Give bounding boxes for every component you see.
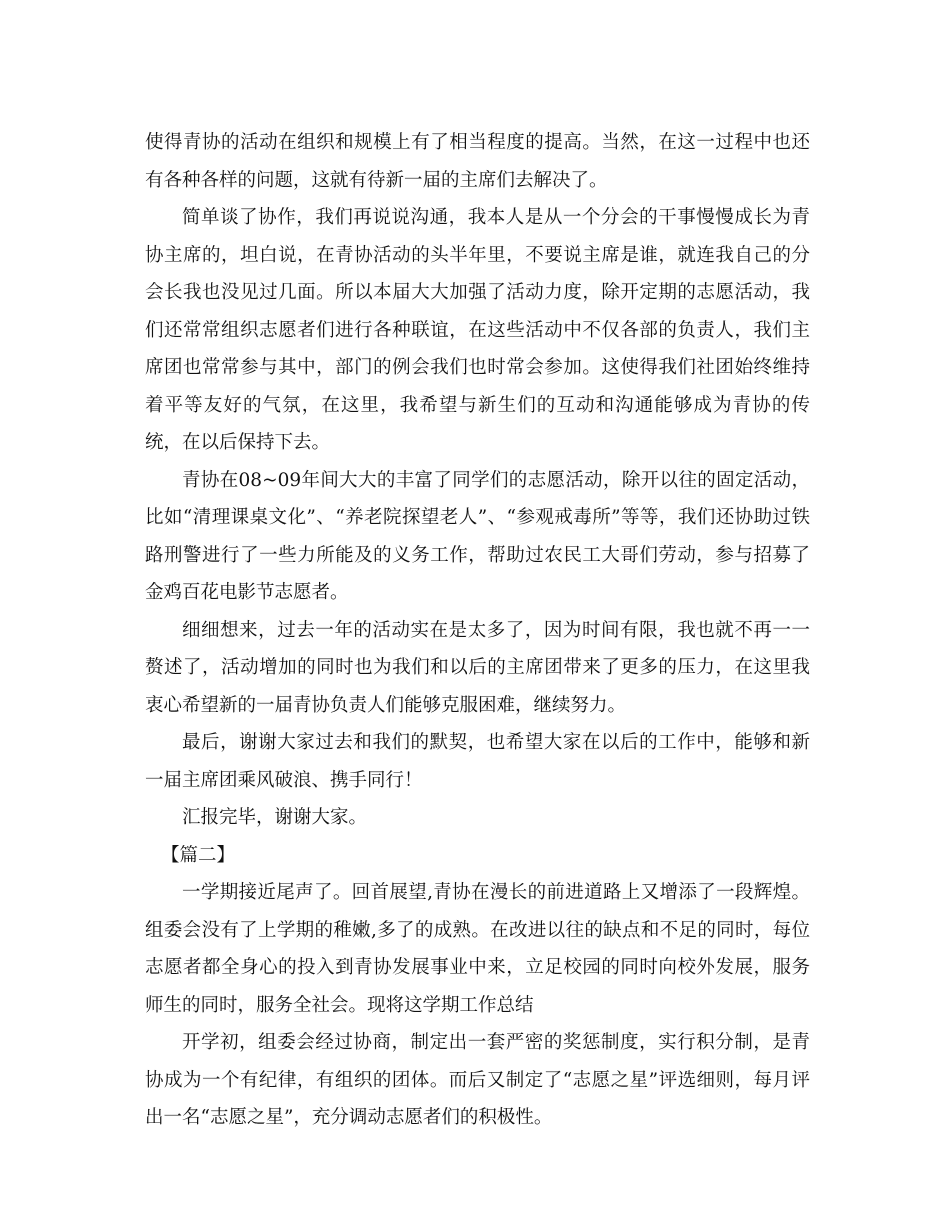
paragraph-continuation: 使得青协的活动在组织和规模上有了相当程度的提高。当然，在这一过程中也还有各种各样的问题，这就有待新一届的主席们去解决了。 xyxy=(145,132,810,191)
paragraph-closing: 汇报完毕，谢谢大家。 xyxy=(182,807,368,828)
paragraph-communication: 简单谈了协作，我们再说说沟通，我本人是从一个分会的干事慢慢成长为青协主席的，坦白说，在青协活动的头半年里，不要说主席是谁，就连我自己的分会长我也没见过几面。所以本届大大加强了活动力度，除开定期的志愿活动，我们还常常组织志愿者们进行各种联谊，在这些活动中不仅各部的负责人，我们主席团也常常参与其中，部门的例会我们也时常会参加。这使得我们社团始终维持着平等友好的气氛，在这里，我希望与新生们的互动和沟通能够成为青协的传统，在以后保持下去。 xyxy=(145,207,810,453)
paragraph-activities: 青协在08~09年间大大的丰富了同学们的志愿活动，除开以往的固定活动，比如“清理课桌文化”、“养老院探望老人”、“参观戒毒所”等等，我们还协助过铁路刑警进行了一些力所能及的义务工作，帮助过农民工大哥们劳动，参与招募了金鸡百花电影节志愿者。 xyxy=(145,469,810,603)
paragraph-thanks: 最后，谢谢大家过去和我们的默契，也希望大家在以后的工作中，能够和新一届主席团乘风破浪、携手同行！ xyxy=(145,732,810,791)
paragraph-reflection: 细细想来，过去一年的活动实在是太多了，因为时间有限，我也就不再一一赘述了，活动增加的同时也为我们和以后的主席团带来了更多的压力，在这里我衷心希望新的一届青协负责人们能够克服困难，继续努力。 xyxy=(145,619,810,716)
paragraph-semester-start: 开学初，组委会经过协商，制定出一套严密的奖惩制度，实行积分制，是青协成为一个有纪律，有组织的团体。而后又制定了“志愿之星”评选细则，每月评出一名“志愿之星”，充分调动志愿者们的积极性。 xyxy=(145,1032,810,1128)
paragraph-semester-intro: 一学期接近尾声了。回首展望,青协在漫长的前进道路上又增添了一段辉煌。组委会没有了上学期的稚嫩,多了的成熟。在改进以往的缺点和不足的同时，每位志愿者都全身心的投入到青协发展事业中来，立足校园的同时向校外发展，服务师生的同时，服务全社会。现将这学期工作总结 xyxy=(145,882,810,1016)
section-heading: 【篇二】 xyxy=(161,844,236,866)
document-body xyxy=(145,124,810,1137)
